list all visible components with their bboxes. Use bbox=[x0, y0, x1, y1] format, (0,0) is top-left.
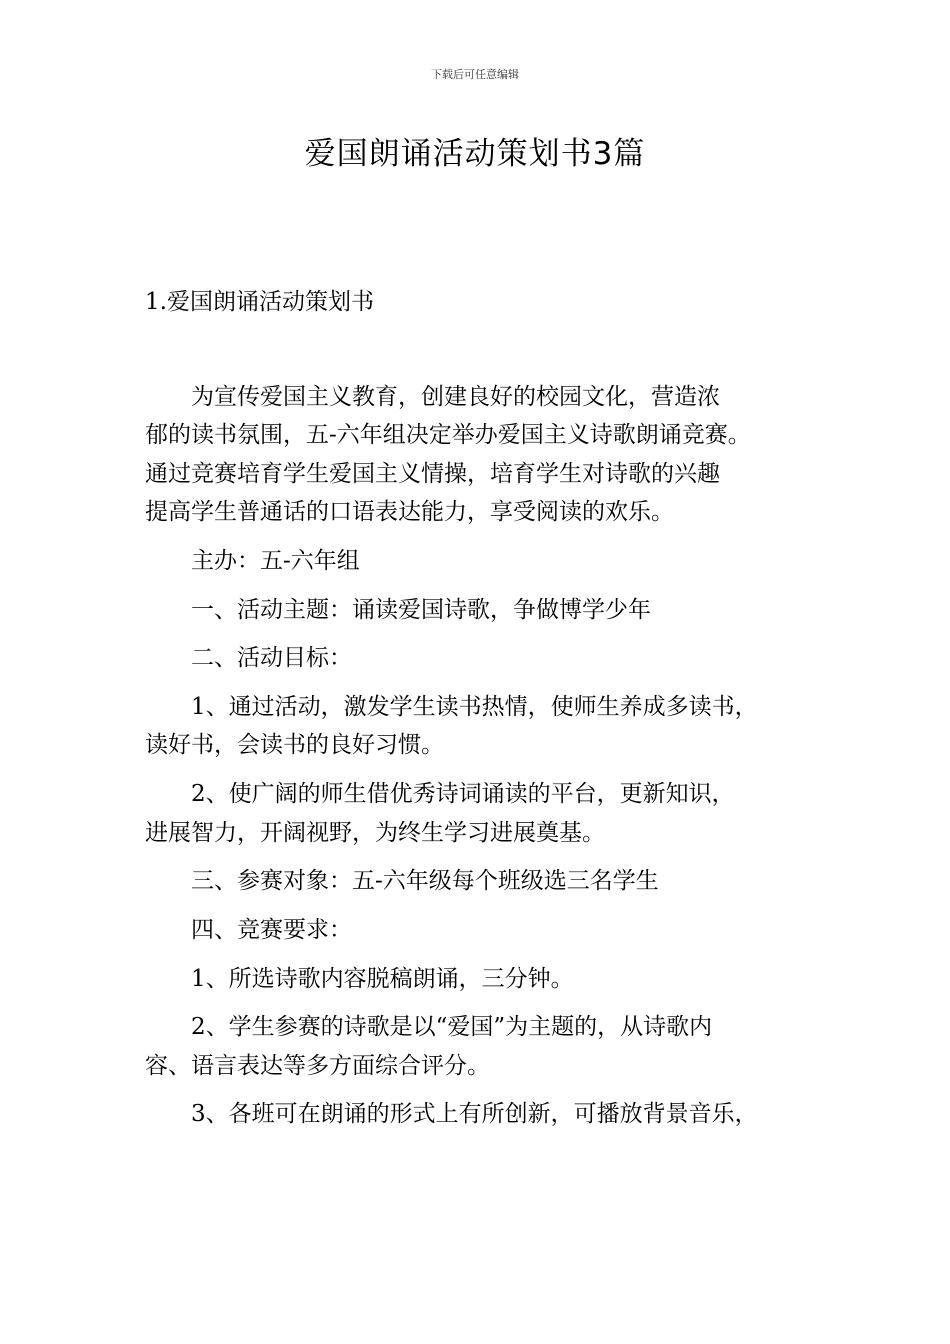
paragraph-requirement-1: 1、所选诗歌内容脱稿朗诵，三分钟。 bbox=[191, 965, 574, 992]
section-heading: 1.爱国朗诵活动策划书 bbox=[145, 289, 374, 315]
document-body bbox=[145, 378, 813, 1144]
page-header-note: 下载后可任意编辑 bbox=[431, 68, 519, 81]
paragraph-goal-1: 1、通过活动，激发学生读书热情，使师生养成多读书， 读好书，会读书的良好习惯。 bbox=[145, 694, 758, 759]
paragraph-goals-heading: 二、活动目标： bbox=[191, 645, 352, 672]
paragraph-organizer: 主办：五-六年组 bbox=[191, 547, 360, 574]
paragraph-theme: 一、活动主题：诵读爱国诗歌，争做博学少年 bbox=[191, 596, 651, 623]
paragraph-requirement-2: 2、学生参赛的诗歌是以“爱国”为主题的，从诗歌内 容、语言表达等多方面综合评分。 bbox=[145, 1014, 713, 1079]
paragraph-intro: 为宣传爱国主义教育，创建良好的校园文化，营造浓 郁的读书氛围，五-六年组决定举办爱国主义诗歌朗诵竞赛。 通过竞赛培育学生爱国主义情操，培育学生对诗歌的兴趣 提高学生普通话的口语表达能力，享受阅读的欢乐。 bbox=[145, 384, 751, 526]
paragraph-participants: 三、参赛对象：五-六年级每个班级选三名学生 bbox=[191, 868, 659, 895]
paragraph-requirements-heading: 四、竞赛要求： bbox=[191, 916, 352, 943]
paragraph-requirement-3: 3、各班可在朗诵的形式上有所创新，可播放背景音乐， bbox=[191, 1101, 758, 1128]
document-title: 爱国朗诵活动策划书3篇 bbox=[304, 136, 646, 172]
paragraph-goal-2: 2、使广阔的师生借优秀诗词诵读的平台，更新知识， 进展智力，开阔视野，为终生学习进展奠基。 bbox=[145, 781, 735, 846]
